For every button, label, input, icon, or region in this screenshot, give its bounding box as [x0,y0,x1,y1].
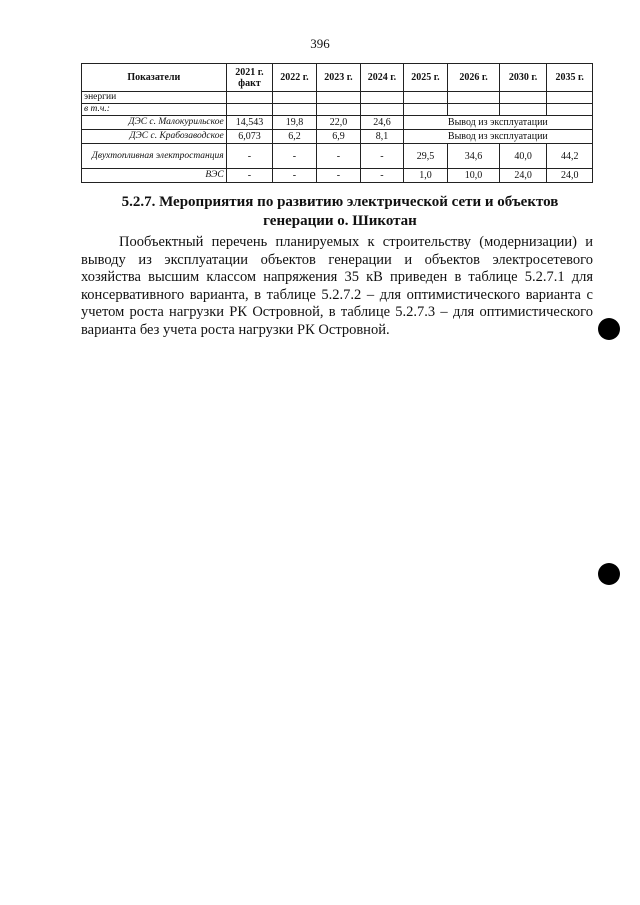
table-row [82,144,593,169]
table-header-cell: 2024 г. [361,64,403,92]
row-label: Двухтопливная электростанция [82,144,227,169]
table-cell: 6,073 [226,130,273,144]
punch-hole [598,563,620,585]
table-cell: 24,6 [361,116,403,130]
table-cell: 44,2 [547,144,593,169]
table-cell: - [226,169,273,183]
data-table [81,63,593,183]
table-cell: 40,0 [499,144,547,169]
row-label: ВЭС [82,169,227,183]
row-label: ДЭС с. Малокурильское [82,116,227,130]
table-row [82,130,593,144]
status-cell: Вывод из эксплуатации [403,130,592,144]
table-cell: - [361,169,403,183]
table-cell: 22,0 [316,116,361,130]
table-cell: 34,6 [448,144,500,169]
punch-hole [598,318,620,340]
table-cell: 14,543 [226,116,273,130]
table-cell: 6,9 [316,130,361,144]
section-heading: 5.2.7. Мероприятия по развитию электрической сети и объектов генерации о. Шикотан [121,194,559,229]
table-header-cell: 2030 г. [499,64,547,92]
table-row [82,104,593,116]
table-cell: - [273,169,317,183]
table-cell: - [273,144,317,169]
table-header-cell: 2022 г. [273,64,317,92]
page-number: 396 [310,36,330,51]
row-label: в т.ч.: [82,104,227,116]
body-paragraph: Пообъектный перечень планируемых к строительству (модернизации) и выводу из эксплуатации объектов генерации и объектов электросетевого хозяйства высшим классом напряжения 35 кВ приведен в таблице 5.2.7.1 для консервативного варианта, в таблице 5.2.7.2 – для оптимистического варианта с учетом роста нагрузки РК Островной, в таблице 5.2.7.3 – для оптимистического варианта без учета роста нагрузки РК Островной. [81,234,593,338]
table-cell: - [361,144,403,169]
table-header-cell: 2035 г. [547,64,593,92]
table-row [82,116,593,130]
table-header-cell: 2021 г. факт [226,64,273,92]
table-header-cell: 2023 г. [316,64,361,92]
table-cell: 24,0 [547,169,593,183]
table-cell: - [316,169,361,183]
row-label: энергии [82,92,227,104]
table-cell: - [226,144,273,169]
table-header-cell: 2026 г. [448,64,500,92]
table-header-cell: 2025 г. [403,64,448,92]
table-cell: 6,2 [273,130,317,144]
table-row [82,92,593,104]
table-cell: 24,0 [499,169,547,183]
status-cell: Вывод из эксплуатации [403,116,592,130]
table-header-row [82,64,593,92]
row-label: ДЭС с. Крабозаводское [82,130,227,144]
table-cell: 1,0 [403,169,448,183]
table-cell: - [316,144,361,169]
table-cell: 19,8 [273,116,317,130]
table-cell: 10,0 [448,169,500,183]
table-row [82,169,593,183]
table-cell: 8,1 [361,130,403,144]
table-header-cell: Показатели [82,64,227,92]
table-cell: 29,5 [403,144,448,169]
